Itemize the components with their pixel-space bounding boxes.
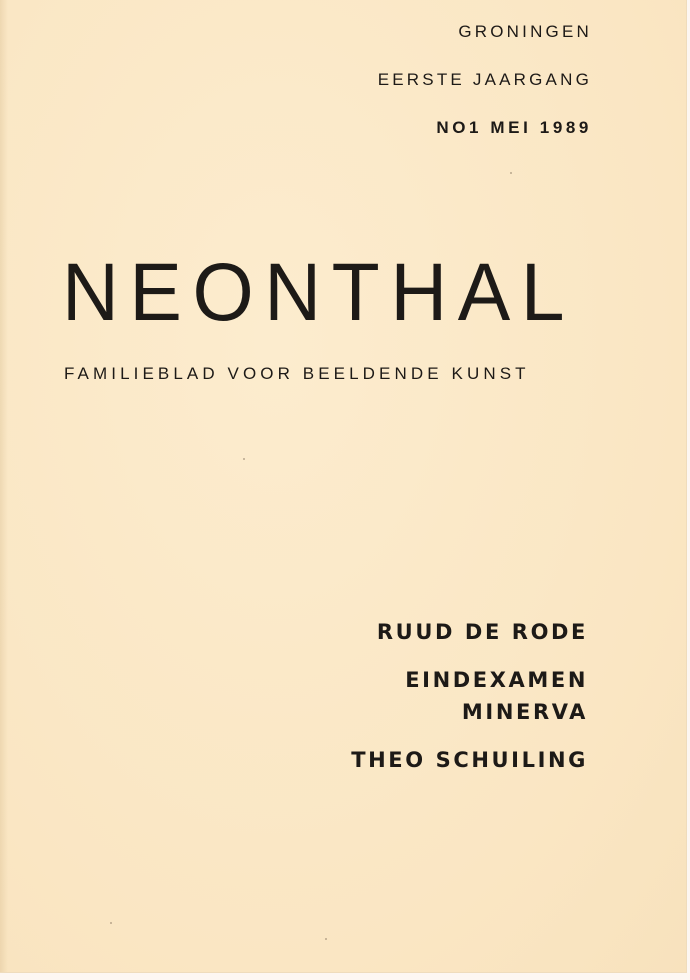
- contents-item-theo-schuiling: THEO SCHUILING: [351, 748, 588, 772]
- masthead-city: GRONINGEN: [458, 22, 592, 41]
- contents-item-minerva: MINERVA: [461, 700, 588, 724]
- paper-speck: [510, 172, 512, 174]
- contents-item-eindexamen: EINDEXAMEN: [405, 668, 588, 692]
- masthead-volume: EERSTE JAARGANG: [377, 70, 592, 89]
- paper-speck: [325, 938, 327, 940]
- magazine-title: NEONTHAL: [62, 247, 576, 338]
- page-edge-shadow: [0, 0, 8, 972]
- magazine-subtitle: FAMILIEBLAD VOOR BEELDENDE KUNST: [64, 364, 530, 383]
- paper-speck: [110, 922, 112, 924]
- paper-speck: [243, 458, 245, 460]
- contents-item-ruud-de-rode: RUUD DE RODE: [376, 620, 588, 644]
- masthead-issue: NO1 MEI 1989: [436, 118, 592, 137]
- contents-list: [351, 616, 588, 776]
